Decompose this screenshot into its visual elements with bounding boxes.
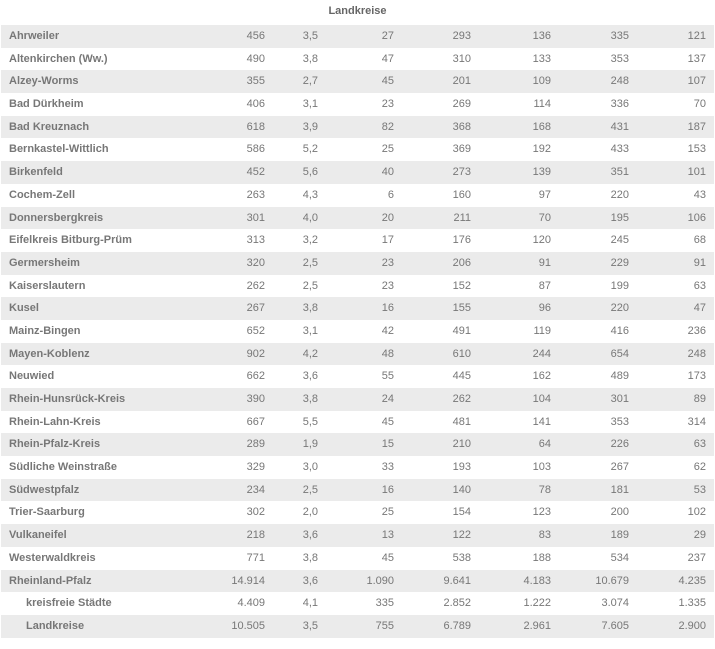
row-value: 189 <box>610 529 629 542</box>
table-row <box>1 592 714 615</box>
row-value: 48 <box>381 347 394 360</box>
row-value: 155 <box>452 302 471 315</box>
table-row <box>1 365 714 388</box>
row-label: Vulkaneifel <box>9 529 67 542</box>
row-value: 89 <box>693 393 706 405</box>
row-value: 91 <box>693 256 706 269</box>
row-value: 9.641 <box>443 574 471 587</box>
row-value: 121 <box>687 30 706 42</box>
row-value: 1.335 <box>678 597 706 610</box>
row-value: 289 <box>246 438 265 451</box>
row-value: 114 <box>533 98 551 111</box>
row-value: 538 <box>452 551 471 564</box>
row-value: 5,5 <box>302 415 318 428</box>
row-value: 181 <box>610 483 629 496</box>
row-value: 218 <box>246 529 265 542</box>
row-value: 120 <box>532 234 551 247</box>
row-label: Südwestpfalz <box>9 483 80 496</box>
row-value: 103 <box>532 461 551 474</box>
row-value: 187 <box>687 120 706 133</box>
row-value: 262 <box>452 393 471 405</box>
row-value: 63 <box>693 279 706 292</box>
table-row <box>1 25 714 48</box>
row-value: 236 <box>687 324 706 337</box>
row-value: 490 <box>246 52 265 65</box>
row-value: 211 <box>453 211 471 224</box>
row-value: 4,1 <box>302 597 318 610</box>
table-row <box>1 411 714 434</box>
row-label: Landkreise <box>26 619 85 632</box>
row-value: 152 <box>452 279 471 292</box>
row-label: Südliche Weinstraße <box>9 461 117 474</box>
row-value: 220 <box>610 188 629 201</box>
row-value: 755 <box>375 619 394 632</box>
row-value: 168 <box>532 120 551 133</box>
row-value: 23 <box>381 279 394 292</box>
row-value: 63 <box>693 438 706 451</box>
row-value: 4,2 <box>302 347 318 360</box>
row-value: 43 <box>693 188 706 201</box>
row-value: 534 <box>610 551 629 564</box>
row-value: 136 <box>532 30 551 42</box>
row-value: 45 <box>381 415 394 428</box>
row-value: 263 <box>246 188 265 201</box>
row-value: 119 <box>533 324 551 337</box>
row-value: 456 <box>246 30 265 42</box>
row-value: 23 <box>381 98 394 111</box>
row-label: Cochem-Zell <box>9 188 76 201</box>
row-value: 652 <box>246 324 265 337</box>
row-value: 3,6 <box>302 529 318 542</box>
row-value: 20 <box>381 211 394 224</box>
row-value: 40 <box>381 166 394 179</box>
row-value: 102 <box>687 506 706 519</box>
table-row <box>1 116 714 139</box>
row-value: 3,2 <box>302 234 318 247</box>
table-row <box>1 615 714 638</box>
row-value: 188 <box>532 551 551 564</box>
table-row <box>1 433 714 456</box>
row-value: 78 <box>538 483 551 496</box>
row-value: 2.852 <box>443 597 471 610</box>
row-label: Westerwaldkreis <box>9 551 96 564</box>
row-value: 610 <box>452 347 471 360</box>
row-value: 3,6 <box>302 574 318 587</box>
row-value: 45 <box>381 75 394 88</box>
table-section-header: Landkreise <box>328 5 387 17</box>
row-value: 17 <box>381 234 394 247</box>
row-value: 5,2 <box>302 143 318 156</box>
row-value: 13 <box>381 529 394 542</box>
row-value: 245 <box>610 234 629 247</box>
row-value: 107 <box>687 75 706 88</box>
row-value: 3.074 <box>601 597 629 610</box>
row-value: 70 <box>538 211 551 224</box>
row-label: Trier-Saarburg <box>9 506 85 519</box>
row-value: 87 <box>538 279 551 292</box>
row-value: 336 <box>610 98 629 111</box>
row-value: 481 <box>452 415 471 428</box>
row-label: Rhein-Lahn-Kreis <box>9 415 101 428</box>
row-value: 199 <box>610 279 629 292</box>
row-value: 96 <box>538 302 551 315</box>
table-row <box>1 297 714 320</box>
row-value: 25 <box>381 506 394 519</box>
row-value: 353 <box>610 52 629 65</box>
row-value: 3,1 <box>302 98 318 111</box>
row-value: 3,8 <box>302 551 318 564</box>
row-value: 491 <box>452 324 471 337</box>
table-row <box>1 70 714 93</box>
row-value: 2,7 <box>302 75 318 88</box>
row-label: Altenkirchen (Ww.) <box>9 52 108 65</box>
table-row <box>1 524 714 547</box>
row-value: 206 <box>452 256 471 269</box>
table-row <box>1 207 714 230</box>
row-value: 234 <box>246 483 265 496</box>
row-value: 2.961 <box>523 619 551 632</box>
row-value: 192 <box>532 143 551 156</box>
row-value: 1.222 <box>523 597 551 610</box>
row-value: 301 <box>246 211 265 224</box>
row-value: 267 <box>610 461 629 474</box>
row-value: 4,0 <box>302 211 318 224</box>
row-value: 47 <box>381 52 394 65</box>
table-row <box>1 570 714 593</box>
row-value: 2,0 <box>302 506 318 519</box>
row-value: 771 <box>246 551 265 564</box>
row-label: kreisfreie Städte <box>26 597 112 610</box>
row-value: 83 <box>538 529 551 542</box>
row-value: 244 <box>532 347 551 360</box>
row-value: 237 <box>687 551 706 564</box>
row-value: 248 <box>687 347 706 360</box>
row-value: 141 <box>532 415 551 428</box>
row-value: 3,8 <box>302 393 318 405</box>
row-value: 3,1 <box>302 324 318 337</box>
row-value: 153 <box>687 143 706 156</box>
row-value: 433 <box>610 143 629 156</box>
table-row <box>1 547 714 570</box>
row-value: 29 <box>693 529 706 542</box>
row-value: 25 <box>381 143 394 156</box>
row-value: 355 <box>246 75 265 88</box>
row-value: 47 <box>693 302 706 315</box>
row-label: Bad Dürkheim <box>9 98 84 111</box>
row-value: 2,5 <box>302 279 318 292</box>
row-value: 301 <box>610 393 629 405</box>
row-label: Eifelkreis Bitburg-Prüm <box>9 234 132 247</box>
row-label: Bad Kreuznach <box>9 120 90 133</box>
row-value: 390 <box>246 393 265 405</box>
row-value: 201 <box>452 75 471 88</box>
row-value: 320 <box>246 256 265 269</box>
row-label: Donnersbergkreis <box>9 211 104 224</box>
table-row <box>1 343 714 366</box>
row-value: 64 <box>538 438 551 451</box>
row-value: 335 <box>375 597 394 610</box>
row-value: 452 <box>246 166 265 179</box>
row-label: Rhein-Hunsrück-Kreis <box>9 393 126 405</box>
row-value: 314 <box>687 415 706 428</box>
row-value: 4.409 <box>237 597 265 610</box>
row-value: 137 <box>687 52 706 65</box>
row-value: 335 <box>610 30 629 42</box>
row-value: 27 <box>381 30 394 42</box>
row-value: 55 <box>381 370 394 383</box>
row-value: 70 <box>693 98 706 111</box>
row-value: 293 <box>452 30 471 42</box>
row-value: 16 <box>381 302 394 315</box>
row-value: 329 <box>246 461 265 474</box>
row-value: 176 <box>452 234 471 247</box>
row-value: 302 <box>246 506 265 519</box>
row-value: 42 <box>381 324 394 337</box>
row-label: Ahrweiler <box>9 30 60 42</box>
table-row <box>1 456 714 479</box>
row-value: 2,5 <box>302 256 318 269</box>
row-value: 101 <box>687 166 706 179</box>
row-label: Rhein-Pfalz-Kreis <box>9 438 101 451</box>
row-value: 7.605 <box>601 619 629 632</box>
table-row <box>1 93 714 116</box>
row-value: 269 <box>452 98 471 111</box>
row-value: 445 <box>452 370 471 383</box>
row-value: 220 <box>610 302 629 315</box>
row-value: 45 <box>381 551 394 564</box>
row-value: 15 <box>381 438 394 451</box>
row-value: 3,8 <box>302 302 318 315</box>
row-value: 24 <box>381 393 394 405</box>
row-value: 3,0 <box>302 461 318 474</box>
row-value: 3,6 <box>302 370 318 383</box>
row-value: 406 <box>246 98 265 111</box>
row-value: 267 <box>246 302 265 315</box>
table-row <box>1 161 714 184</box>
row-value: 2.900 <box>678 619 706 632</box>
row-value: 97 <box>538 188 551 201</box>
row-value: 173 <box>687 370 706 383</box>
row-label: Kaiserslautern <box>9 279 86 292</box>
row-value: 662 <box>246 370 265 383</box>
row-label: Germersheim <box>9 256 80 269</box>
row-value: 6 <box>387 188 394 201</box>
row-value: 5,6 <box>302 166 318 179</box>
row-value: 351 <box>610 166 629 179</box>
row-value: 4.183 <box>523 574 551 587</box>
row-value: 193 <box>452 461 471 474</box>
row-value: 586 <box>246 143 265 156</box>
table-row <box>1 320 714 343</box>
row-value: 368 <box>452 120 471 133</box>
row-value: 123 <box>532 506 551 519</box>
row-value: 3,8 <box>302 52 318 65</box>
row-value: 133 <box>532 52 551 65</box>
row-label: Kusel <box>9 302 39 315</box>
row-value: 62 <box>693 461 706 474</box>
table-row <box>1 275 714 298</box>
row-value: 4.235 <box>678 574 706 587</box>
row-value: 226 <box>610 438 629 451</box>
row-value: 14.914 <box>231 574 265 587</box>
row-value: 1,9 <box>302 438 318 451</box>
row-value: 109 <box>532 75 551 88</box>
row-value: 106 <box>687 211 706 224</box>
table-row <box>1 479 714 502</box>
row-value: 416 <box>610 324 629 337</box>
row-value: 91 <box>538 256 551 269</box>
row-value: 53 <box>693 483 706 496</box>
row-label: Alzey-Worms <box>9 75 79 88</box>
row-value: 353 <box>610 415 629 428</box>
row-value: 140 <box>452 483 471 496</box>
table-row <box>1 184 714 207</box>
row-label: Neuwied <box>9 370 55 383</box>
row-value: 139 <box>532 166 551 179</box>
row-value: 10.679 <box>595 574 629 587</box>
row-value: 310 <box>452 52 471 65</box>
row-value: 200 <box>610 506 629 519</box>
table-row <box>1 138 714 161</box>
row-value: 162 <box>532 370 551 383</box>
row-label: Rheinland-Pfalz <box>9 574 92 587</box>
row-value: 667 <box>246 415 265 428</box>
row-label: Birkenfeld <box>9 166 63 179</box>
row-value: 262 <box>246 279 265 292</box>
row-value: 210 <box>452 438 471 451</box>
row-value: 1.090 <box>366 574 394 587</box>
row-value: 248 <box>610 75 629 88</box>
row-value: 16 <box>381 483 394 496</box>
row-value: 68 <box>693 234 706 247</box>
row-value: 104 <box>532 393 551 405</box>
row-value: 10.505 <box>231 619 265 632</box>
row-value: 82 <box>381 120 394 133</box>
table-row <box>1 48 714 71</box>
row-value: 654 <box>610 347 629 360</box>
row-value: 229 <box>610 256 629 269</box>
row-value: 160 <box>452 188 471 201</box>
row-value: 2,5 <box>302 483 318 496</box>
row-value: 195 <box>610 211 629 224</box>
row-value: 369 <box>452 143 471 156</box>
row-label: Mayen-Koblenz <box>9 347 90 360</box>
row-label: Mainz-Bingen <box>9 324 81 337</box>
table-row <box>1 252 714 275</box>
row-value: 902 <box>246 347 265 360</box>
table-row <box>1 388 714 411</box>
row-value: 4,3 <box>302 188 318 201</box>
row-label: Bernkastel-Wittlich <box>9 143 109 156</box>
row-value: 33 <box>381 461 394 474</box>
row-value: 273 <box>452 166 471 179</box>
districts-data-table <box>1 25 714 638</box>
row-value: 23 <box>381 256 394 269</box>
table-row <box>1 229 714 252</box>
row-value: 122 <box>452 529 471 542</box>
row-value: 618 <box>246 120 265 133</box>
row-value: 3,5 <box>302 619 318 632</box>
table-row <box>1 501 714 524</box>
row-value: 3,9 <box>302 120 318 133</box>
row-value: 154 <box>452 506 471 519</box>
row-value: 313 <box>246 234 265 247</box>
row-value: 489 <box>610 370 629 383</box>
row-value: 431 <box>610 120 629 133</box>
row-value: 3,5 <box>302 30 318 42</box>
row-value: 6.789 <box>443 619 471 632</box>
